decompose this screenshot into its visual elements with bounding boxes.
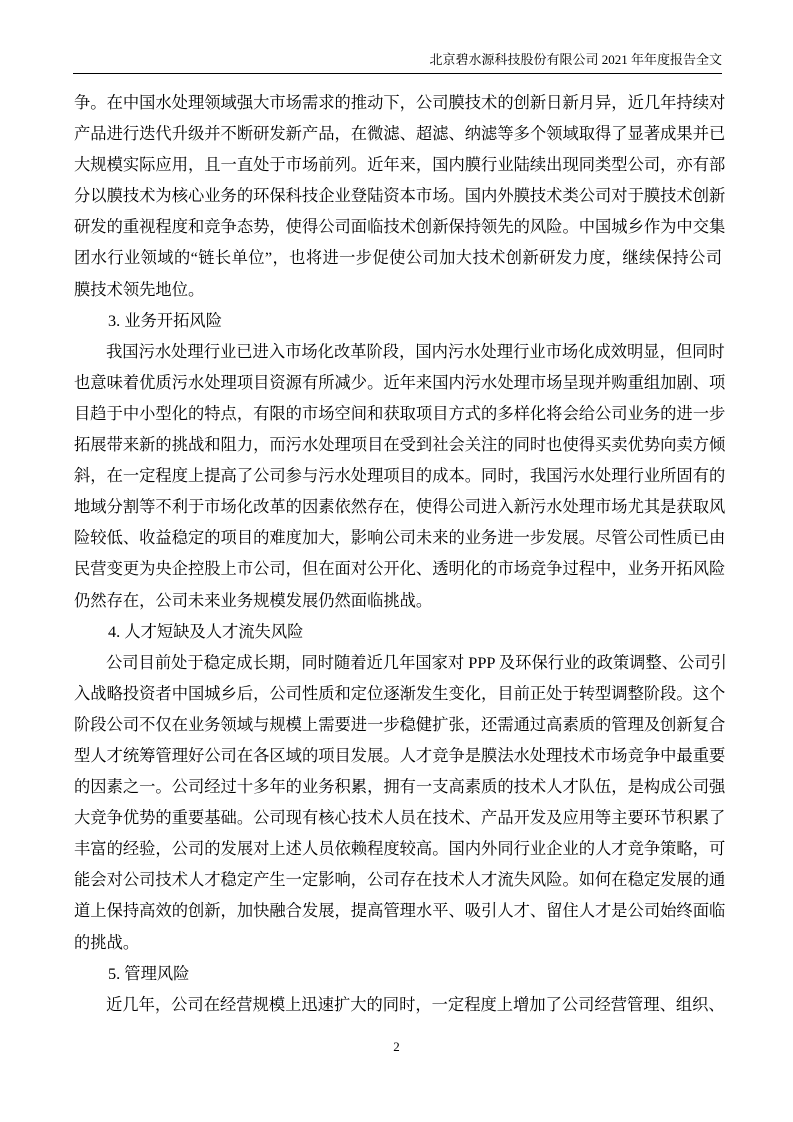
heading-text: 4. 人才短缺及人才流失风险 bbox=[108, 621, 304, 641]
heading-text: 3. 业务开拓风险 bbox=[108, 310, 222, 330]
section-heading bbox=[74, 305, 722, 336]
header-rule bbox=[73, 73, 722, 74]
text-line: 产品进行迭代升级并不断研发新产品，在微滤、超滤、纳滤等多个领域取得了显著成果并已 bbox=[74, 124, 726, 144]
text-line: 近几年，公司在经营规模上迅速扩大的同时，一定程度上增加了公司经营管理、组织、 bbox=[106, 994, 725, 1014]
text-line: 团水行业领域的“链长单位”，也将进一步促使公司加大技术创新研发力度，继续保持公司 bbox=[74, 248, 722, 268]
text-line: 的因素之一。公司经过十多年的业务积累，拥有一支高素质的技术人才队伍，是构成公司强 bbox=[74, 777, 726, 797]
text-line: 的挑战。 bbox=[74, 932, 140, 952]
text-line: 仍然存在，公司未来业务规模发展仍然面临挑战。 bbox=[74, 590, 433, 610]
paragraph bbox=[74, 989, 725, 1020]
text-line: 入战略投资者中国城乡后，公司性质和定位逐渐发生变化，目前正处于转型调整阶段。这个 bbox=[74, 683, 726, 703]
text-line: 争。在中国水处理领域强大市场需求的推动下，公司膜技术的创新日新月异，近几年持续对 bbox=[74, 93, 726, 112]
text-line: 民营变更为央企控股上市公司，但在面对公开化、透明化的市场竞争过程中，业务开拓风险 bbox=[74, 559, 726, 579]
text-line: 型人才统筹管理好公司在各区域的项目发展。人才竞争是膜法水处理技术市场竞争中最重要 bbox=[74, 745, 726, 765]
section-heading bbox=[74, 616, 722, 647]
text-line: 研发的重视程度和竞争态势，使得公司面临技术创新保持领先的风险。中国城乡作为中交集 bbox=[74, 217, 726, 237]
text-line: 道上保持高效的创新，加快融合发展，提高管理水平、吸引人才、留住人才是公司始终面临 bbox=[74, 901, 726, 921]
document-body bbox=[74, 87, 727, 1020]
text-line: 分以膜技术为核心业务的环保科技企业登陆资本市场。国内外膜技术类公司对于膜技术创新 bbox=[74, 186, 726, 206]
page-number: 2 bbox=[393, 1039, 400, 1054]
section-heading bbox=[74, 958, 722, 989]
running-header: 北京碧水源科技股份有限公司 2021 年年度报告全文 bbox=[429, 52, 722, 67]
text-line: 斜，在一定程度上提高了公司参与污水处理项目的成本。同时，我国污水处理行业所固有的 bbox=[74, 466, 726, 486]
text-line: 我国污水处理行业已进入市场化改革阶段，国内污水处理行业市场化成效明显，但同时 bbox=[106, 341, 725, 361]
text-line: 能会对公司技术人才稳定产生一定影响，公司存在技术人才流失风险。如何在稳定发展的通 bbox=[74, 870, 726, 890]
paragraph bbox=[74, 647, 727, 958]
text-line: 阶段公司不仅在业务领域与规模上需要进一步稳健扩张，还需通过高素质的管理及创新复合 bbox=[74, 714, 726, 734]
text-line: 险较低、收益稳定的项目的难度加大，影响公司未来的业务进一步发展。尽管公司性质已由 bbox=[74, 528, 726, 548]
text-line: 膜技术领先地位。 bbox=[74, 279, 205, 299]
paragraph bbox=[74, 336, 726, 616]
text-line: 地域分割等不利于市场化改革的因素依然存在，使得公司进入新污水处理市场尤其是获取风 bbox=[74, 497, 726, 517]
text-line: 丰富的经验，公司的发展对上述人员依赖程度较高。国内外同行业企业的人才竞争策略，可 bbox=[74, 839, 726, 859]
text-line: 大规模实际应用，且一直处于市场前列。近年来，国内膜行业陆续出现同类型公司，亦有部 bbox=[74, 155, 726, 175]
text-line: 公司目前处于稳定成长期，同时随着近几年国家对 PPP 及环保行业的政策调整、公司引 bbox=[106, 652, 727, 672]
text-line: 目趋于中小型化的特点，有限的市场空间和获取项目方式的多样化将会给公司业务的进一步 bbox=[74, 403, 726, 423]
paragraph bbox=[74, 87, 726, 305]
text-line: 大竞争优势的重要基础。公司现有核心技术人员在技术、产品开发及应用等主要环节积累了 bbox=[74, 808, 726, 828]
text-line: 也意味着优质污水处理项目资源有所减少。近年来国内污水处理市场呈现并购重组加剧、项 bbox=[74, 372, 726, 392]
heading-text: 5. 管理风险 bbox=[108, 963, 190, 983]
text-line: 拓展带来新的挑战和阻力，而污水处理项目在受到社会关注的同时也使得买卖优势向卖方倾 bbox=[74, 435, 726, 455]
